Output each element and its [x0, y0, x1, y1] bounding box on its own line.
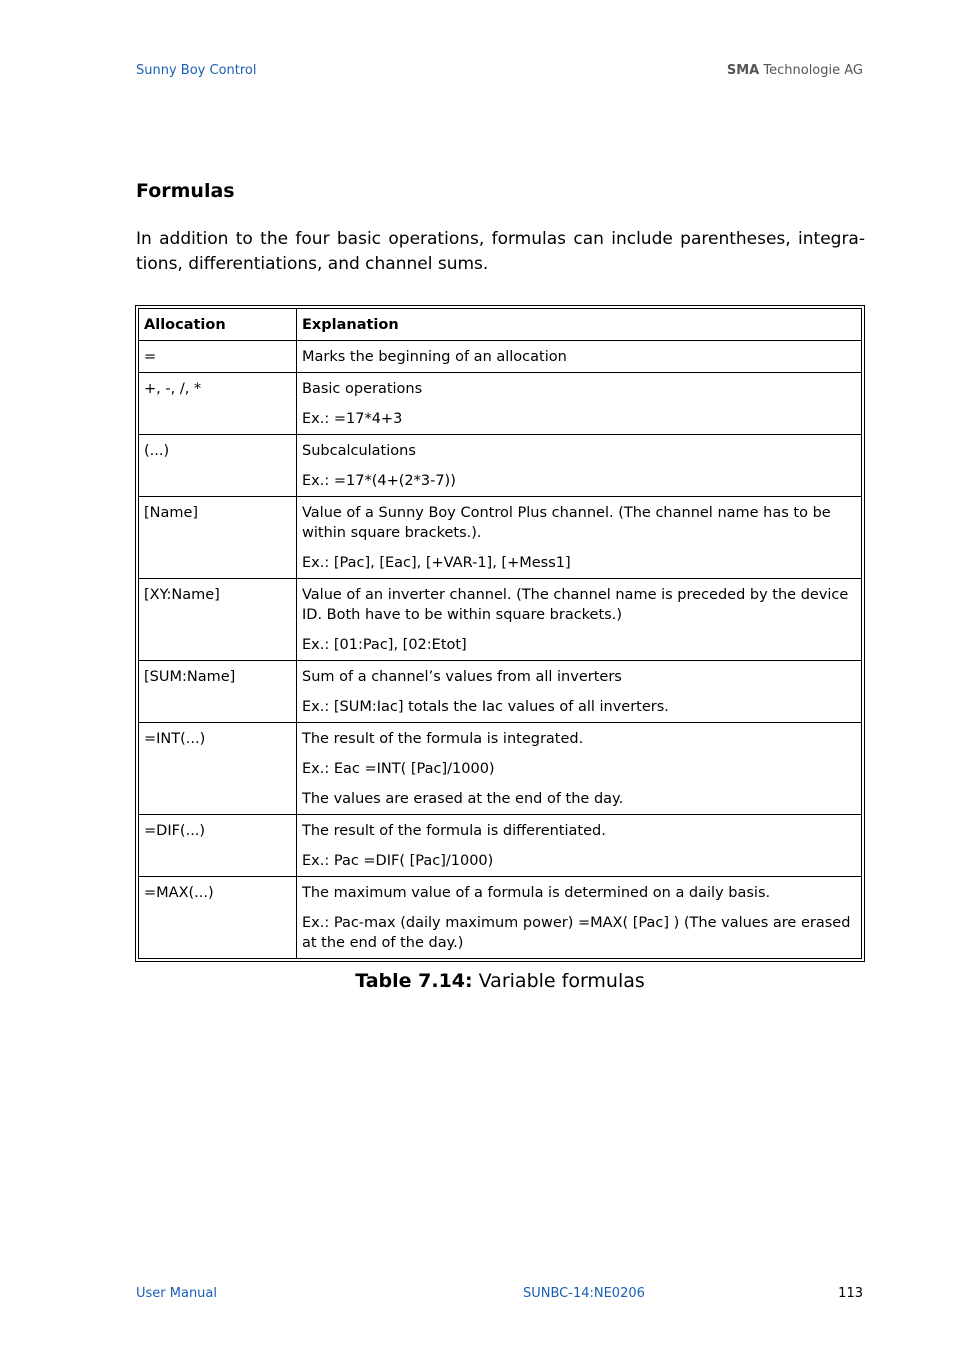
caption-text: Variable formulas — [472, 970, 645, 992]
page-number: 113 — [838, 1286, 863, 1301]
explanation-line: Sum of a channel’s values from all inverters — [302, 669, 622, 685]
allocation-cell: [XY:Name] — [139, 579, 297, 661]
explanation-cell — [297, 579, 862, 661]
explanation-line: The values are erased at the end of the day. — [302, 791, 624, 807]
explanation-line: Marks the beginning of an allocation — [302, 349, 567, 365]
explanation-cell — [297, 341, 862, 373]
explanation-line: Ex.: [Pac], [Eac], [+VAR-1], [+Mess1] — [302, 555, 571, 571]
header-brand: SMA — [726, 63, 760, 78]
explanation-line: Ex.: Pac-max (daily maximum power) =MAX( [Pac] ) (The values are erased at the end of the day.) — [302, 915, 851, 951]
section-title: Formulas — [136, 180, 235, 202]
caption-label: Table 7.14: — [355, 970, 473, 992]
allocation-cell: =DIF(...) — [139, 815, 297, 877]
table-row — [139, 877, 862, 959]
table-row — [139, 815, 862, 877]
explanation-line: Value of an inverter channel. (The channel name is preceded by the device ID. Both have to be within square brackets.) — [302, 587, 849, 623]
explanation-cell — [297, 661, 862, 723]
table-body — [139, 341, 862, 959]
explanation-cell — [297, 497, 862, 579]
explanation-line: Ex.: =17*(4+(2*3-7)) — [302, 473, 456, 489]
table-row — [139, 373, 862, 435]
explanation-line: Ex.: [SUM:Iac] totals the Iac values of all inverters. — [302, 699, 669, 715]
table-row — [139, 435, 862, 497]
allocation-cell: +, -, /, * — [139, 373, 297, 435]
column-header-allocation: Allocation — [139, 309, 297, 341]
explanation-line: Subcalculations — [302, 443, 416, 459]
header-company — [727, 63, 863, 78]
allocation-cell: (...) — [139, 435, 297, 497]
explanation-line: Ex.: Pac =DIF( [Pac]/1000) — [302, 853, 494, 869]
explanation-line: Ex.: [01:Pac], [02:Etot] — [302, 637, 467, 653]
formulas-table — [138, 308, 862, 959]
table-row — [139, 341, 862, 373]
explanation-cell — [297, 723, 862, 815]
allocation-cell: [Name] — [139, 497, 297, 579]
explanation-cell — [297, 877, 862, 959]
allocation-cell: = — [139, 341, 297, 373]
header-doc-title: Sunny Boy Control — [136, 63, 257, 78]
explanation-line: The maximum value of a formula is determined on a daily basis. — [302, 885, 771, 901]
header-company-rest: Technologie AG — [759, 63, 863, 78]
explanation-line: Ex.: =17*4+3 — [302, 411, 403, 427]
explanation-cell — [297, 373, 862, 435]
intro-paragraph: In addition to the four basic operations, formulas can include parentheses, integra-tions, differentiations, and channel sums. — [136, 229, 865, 274]
explanation-line: Ex.: Eac =INT( [Pac]/1000) — [302, 761, 495, 777]
table-row — [139, 579, 862, 661]
explanation-line: The result of the formula is differentiated. — [302, 823, 606, 839]
table-row — [139, 497, 862, 579]
explanation-line: Basic operations — [302, 381, 423, 397]
allocation-cell: [SUM:Name] — [139, 661, 297, 723]
explanation-cell — [297, 435, 862, 497]
footer-doc-code: SUNBC-14:NE0206 — [523, 1286, 645, 1301]
footer-doc-type: User Manual — [136, 1286, 218, 1301]
table-row — [139, 723, 862, 815]
allocation-cell: =MAX(...) — [139, 877, 297, 959]
explanation-cell — [297, 815, 862, 877]
table-header-row — [139, 309, 862, 341]
formulas-table-frame — [135, 305, 865, 962]
explanation-line: The result of the formula is integrated. — [302, 731, 584, 747]
allocation-cell: =INT(...) — [139, 723, 297, 815]
table-caption — [0, 970, 954, 992]
table-row — [139, 661, 862, 723]
explanation-line: Value of a Sunny Boy Control Plus channel. (The channel name has to be within square brackets.). — [302, 505, 831, 541]
column-header-explanation: Explanation — [297, 309, 862, 341]
